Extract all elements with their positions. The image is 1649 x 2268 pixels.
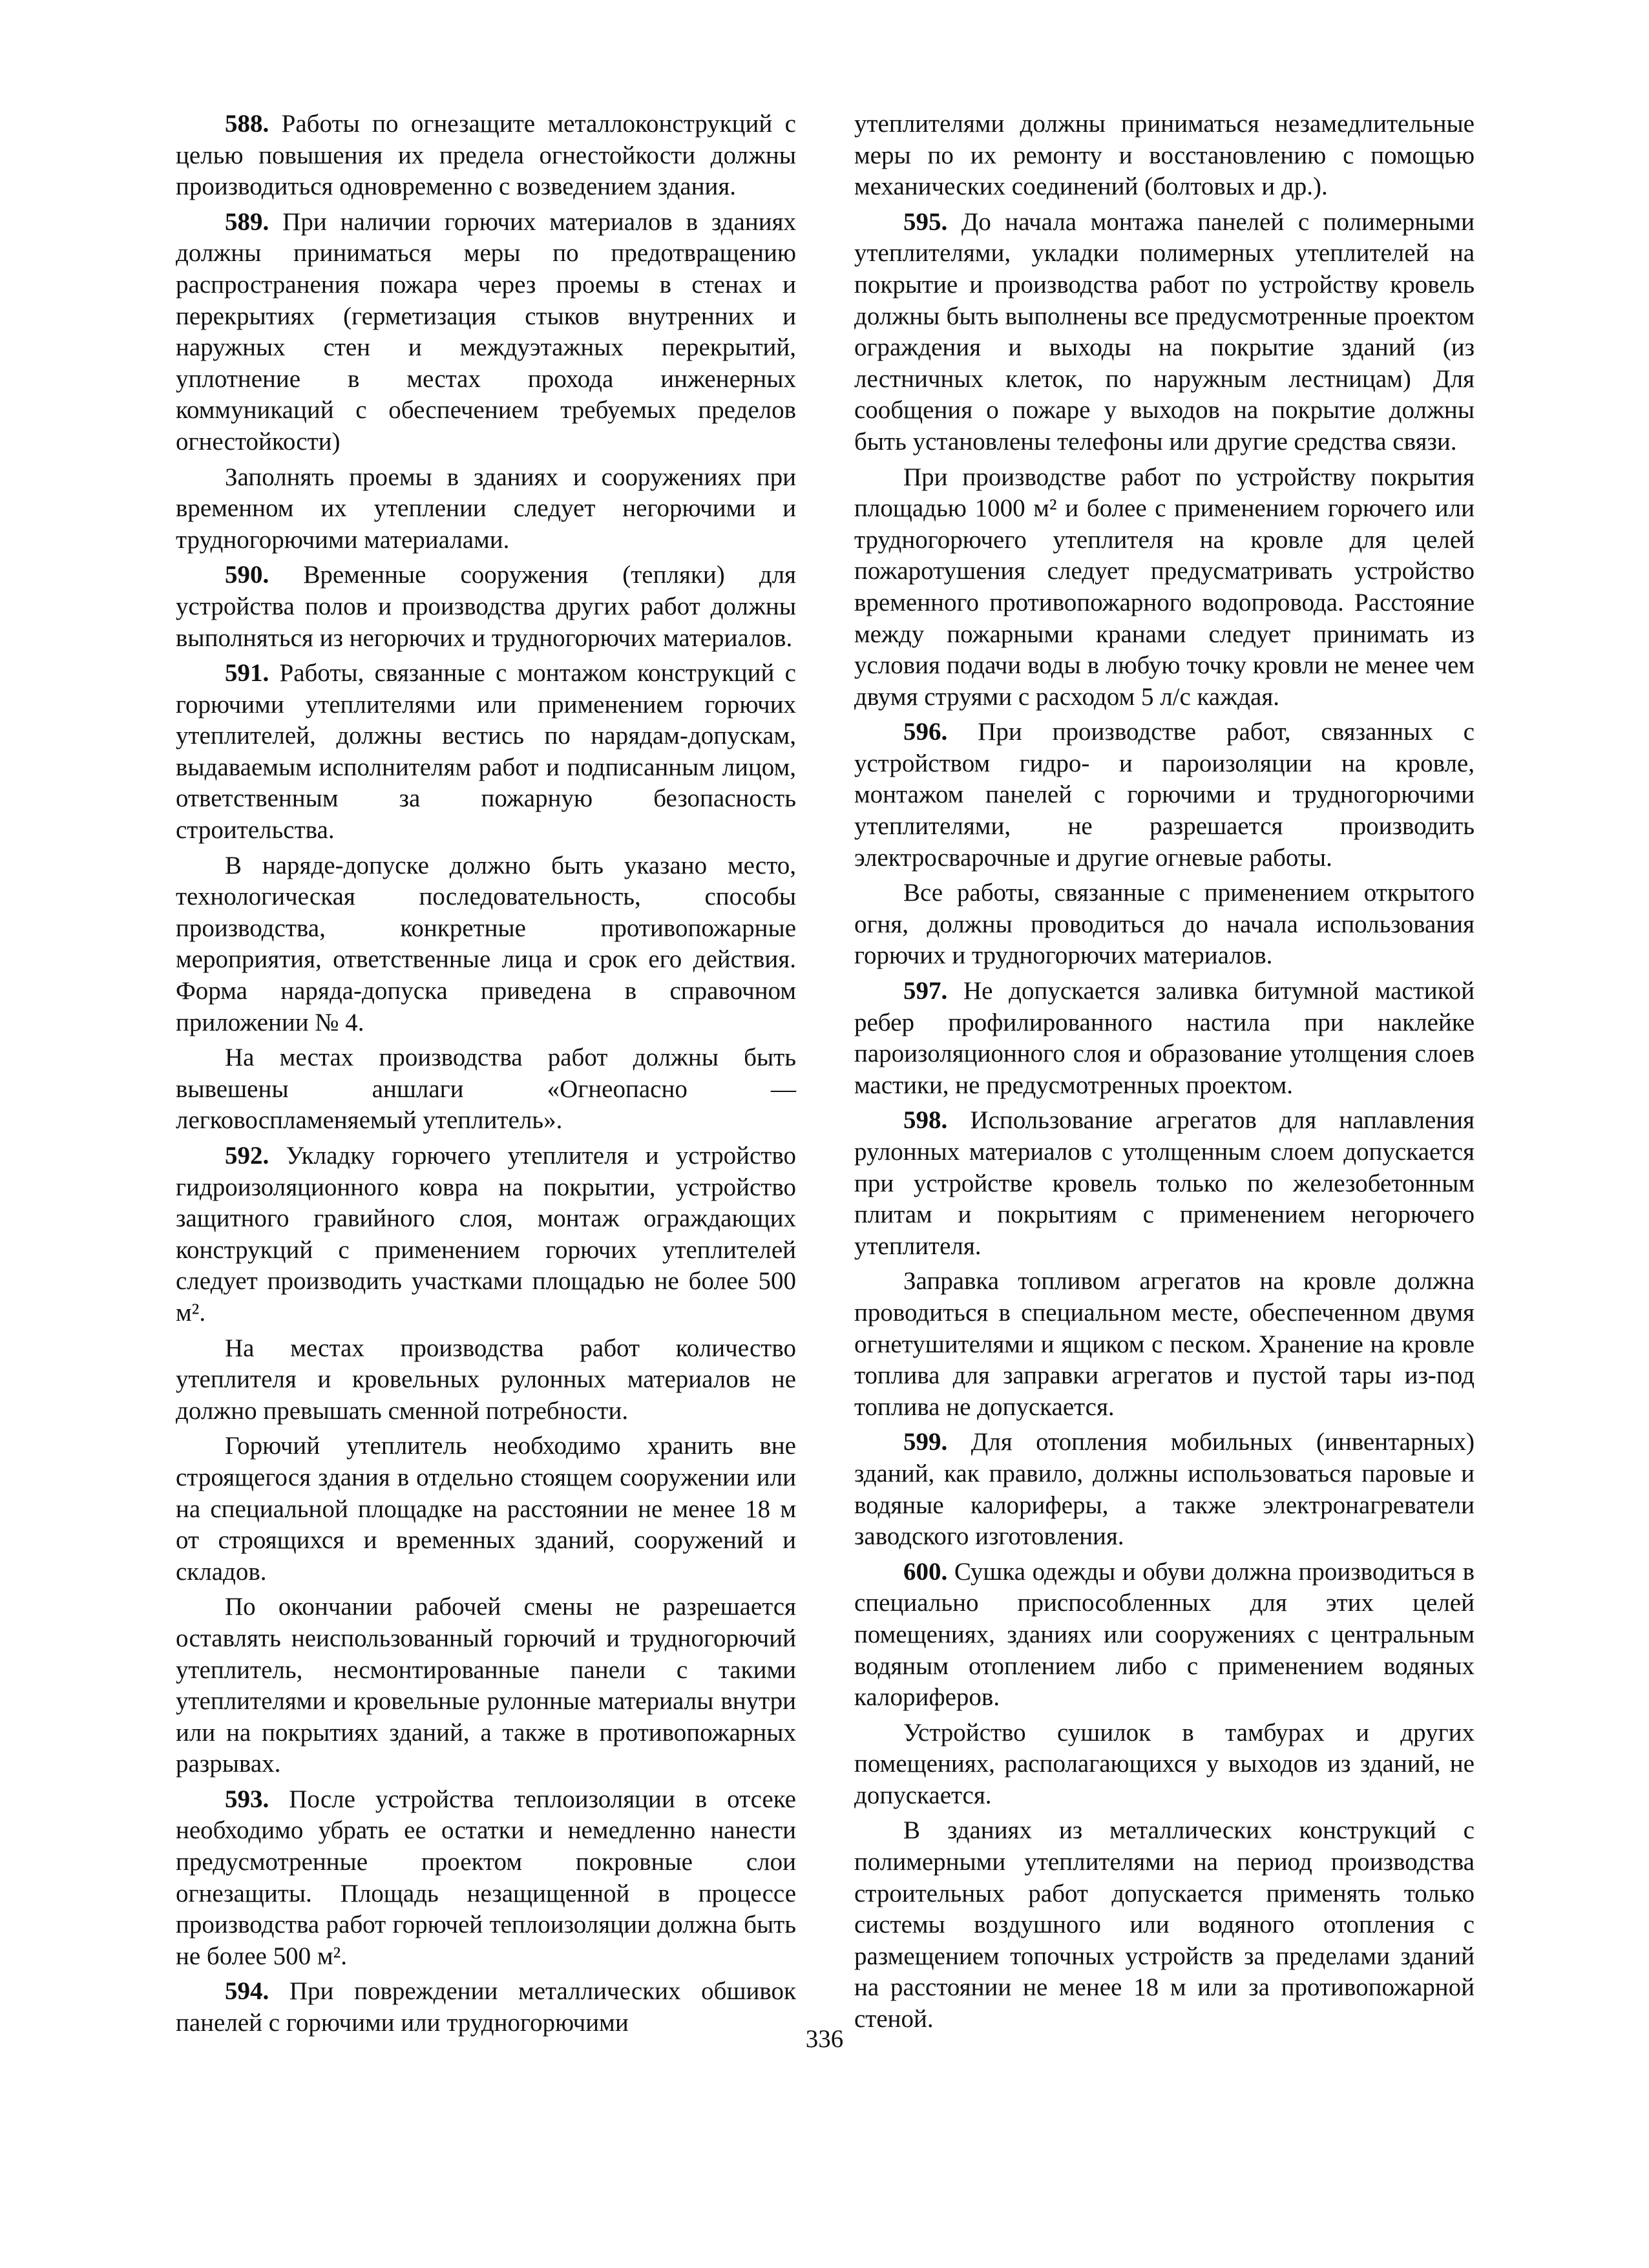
paragraph <box>176 1140 796 1329</box>
paragraph-text: Заполнять проемы в зданиях и сооружениях при временном их утеплении следует негорючими и трудногорючими материалами. <box>176 463 796 554</box>
paragraph <box>176 658 796 846</box>
page-number: 336 <box>805 2025 844 2053</box>
paragraph-text: До начала монтажа панелей с полимерными утеплителями, укладки полимерных утеплителей на покрытие и производства работ по устройству кровель должны быть выполнены все предусмотренные проектом ограждения и выходы на покрытие зданий (из лестничных клеток, по наружным лестницам) Для сообщения о пожаре у выходов на покрытие должны быть установлены телефоны или другие средства связи. <box>854 207 1475 456</box>
right-column <box>854 109 1475 2035</box>
left-column <box>176 109 796 2039</box>
paragraph-text: Работы, связанные с монтажом конструкций с горючими утеплителями или применением горючих утеплителей, должны вестись по нарядам-допускам, выдаваемым исполнителям работ и подписанным лицом, ответственным за пожарную безопасность строительства. <box>176 659 796 845</box>
paragraph <box>176 1431 796 1588</box>
paragraph-text: Не допускается заливка битумной мастикой ребер профилированного настила при наклейке пароизоляционного слоя и образование утолщения слоев мастики, не предусмотренных проектом. <box>854 977 1475 1099</box>
paragraph-text: При повреждении металлических обшивок панелей с горючими или трудногорючими <box>176 1977 796 2037</box>
paragraph-text: На местах производства работ количество утеплителя и кровельных рулонных материалов не должно превышать сменной потребности. <box>176 1334 796 1425</box>
paragraph-text: По окончании рабочей смены не разрешается оставлять неиспользованный горючий и трудногорючий утеплитель, несмонтированные панели с такими утеплителями и кровельные рулонные материалы внутри или на покрытиях зданий, а также в противопожарных разрывах. <box>176 1593 796 1778</box>
paragraph-text: Все работы, связанные с применением открытого огня, должны проводиться до начала использования горючих и трудногорючих материалов. <box>854 879 1475 970</box>
paragraph <box>854 1717 1475 1812</box>
paragraph <box>176 1784 796 1973</box>
paragraph <box>176 850 796 1039</box>
paragraph <box>854 207 1475 458</box>
clause-number: 590. <box>225 561 269 589</box>
paragraph <box>854 976 1475 1101</box>
clause-number: 600. <box>903 1557 948 1586</box>
clause-number: 595. <box>903 207 948 236</box>
paragraph-text: Устройство сушилок в тамбурах и других помещениях, располагающихся у выходов из зданий, не допускается. <box>854 1718 1475 1809</box>
clause-number: 594. <box>225 1977 269 2006</box>
paragraph-text: Заправка топливом агрегатов на кровле должна проводиться в специальном месте, обеспеченном двумя огнетушителями и ящиком с песком. Хранение на кровле топлива для заправки агрегатов и пустой тары из-под топлива не допускается. <box>854 1267 1475 1421</box>
paragraph <box>176 1591 796 1780</box>
paragraph <box>176 109 796 203</box>
paragraph-text: В наряде-допуске должно быть указано место, технологическая последовательность, способы производства, конкретные противопожарные мероприятия, ответственные лица и срок его действия. Форма наряда-допуска приведена в справочном приложении № 4. <box>176 851 796 1036</box>
paragraph-text: Горючий утеплитель необходимо хранить вне строящегося здания в отдельно стоящем сооружении или на специальной площадке на расстоянии не менее 18 м от строящихся и временных зданий, сооружений и складов. <box>176 1432 796 1586</box>
paragraph-text: После устройства теплоизоляции в отсеке необходимо убрать ее остатки и немедленно нанести предусмотренные проектом покровные слои огнезащиты. Площадь незащищенной в процессе производства работ горючей теплоизоляции должна быть не более 500 м². <box>176 1785 796 1970</box>
clause-number: 588. <box>225 110 269 138</box>
paragraph <box>176 560 796 654</box>
paragraph-text: При производстве работ, связанных с устройством гидро- и пароизоляции на кровле, монтажом панелей с горючими и трудногорючими утеплителями, не разрешается производить электросварочные и другие огневые работы. <box>854 718 1475 872</box>
paragraph <box>854 1557 1475 1714</box>
clause-number: 598. <box>903 1106 948 1135</box>
clause-number: 597. <box>903 977 948 1005</box>
clause-number: 596. <box>903 718 948 746</box>
paragraph-text: На местах производства работ должны быть вывешены аншлаги «Огнеопасно — легковоспламеняемый утеплитель». <box>176 1044 796 1135</box>
paragraph <box>176 462 796 556</box>
paragraph <box>854 1105 1475 1262</box>
paragraph <box>176 1333 796 1427</box>
paragraph-text: При производстве работ по устройству покрытия площадью 1000 м² и более с применением горючего или трудногорючего утеплителя на кровле для целей пожаротушения следует предусматривать устройство временного противопожарного водопровода. Расстояние между пожарными кранами следует принимать из условия подачи воды в любую точку кровли не менее чем двумя струями с расходом 5 л/с каждая. <box>854 463 1475 711</box>
paragraph-text: Укладку горючего утеплителя и устройство гидроизоляционного ковра на покрытии, устройство защитного гравийного слоя, монтаж ограждающих конструкций с применением горючих утеплителей следует производить участками площадью не более 500 м². <box>176 1142 796 1327</box>
clause-number: 599. <box>903 1428 948 1456</box>
paragraph <box>854 1427 1475 1552</box>
paragraph <box>854 1266 1475 1423</box>
paragraph <box>854 462 1475 713</box>
paragraph <box>176 207 796 458</box>
paragraph <box>176 1042 796 1137</box>
paragraph-text: Работы по огнезащите металлоконструкций с целью повышения их предела огнестойкости должны производиться одновременно с возведением здания. <box>176 110 796 201</box>
paragraph <box>854 1815 1475 2035</box>
paragraph <box>854 877 1475 972</box>
clause-number: 591. <box>225 659 269 688</box>
paragraph-text: При наличии горючих материалов в зданиях должны приниматься меры по предотвращению распространения пожара через проемы в стенах и перекрытиях (герметизация стыков внутренних и наружных стен и междуэтажных перекрытий, уплотнение в местах прохода инженерных коммуникаций с обеспечением требуемых пределов огнестойкости) <box>176 207 796 456</box>
paragraph-text: Использование агрегатов для наплавления рулонных материалов с утолщенным слоем допускается при устройстве кровель только по железобетонным плитам и покрытиям с применением негорючего утеплителя. <box>854 1106 1475 1260</box>
paragraph-text: Сушка одежды и обуви должна производиться в специально приспособленных для этих целей помещениях, зданиях или сооружениях с центральным водяным отоплением либо с применением водяных калориферов. <box>854 1557 1475 1712</box>
clause-number: 593. <box>225 1785 269 1813</box>
paragraph-text: В зданиях из металлических конструкций с полимерными утеплителями на период производства строительных работ допускается применять только системы воздушного или водяного отопления с размещением топочных устройств за пределами зданий на расстоянии не менее 18 м или за противопожарной стеной. <box>854 1816 1475 2033</box>
clause-number: 592. <box>225 1142 269 1170</box>
paragraph-text: Временные сооружения (тепляки) для устройства полов и производства других работ должны выполняться из негорючих и трудногорючих материалов. <box>176 561 796 652</box>
paragraph-text: утеплителями должны приниматься незамедлительные меры по их ремонту и восстановлению с помощью механических соединений (болтовых и др.). <box>854 110 1475 201</box>
paragraph <box>854 109 1475 203</box>
paragraph <box>854 717 1475 874</box>
paragraph-text: Для отопления мобильных (инвентарных) зданий, как правило, должны использоваться паровые и водяные калориферы, а также электронагреватели заводского изготовления. <box>854 1428 1475 1551</box>
clause-number: 589. <box>225 207 269 236</box>
